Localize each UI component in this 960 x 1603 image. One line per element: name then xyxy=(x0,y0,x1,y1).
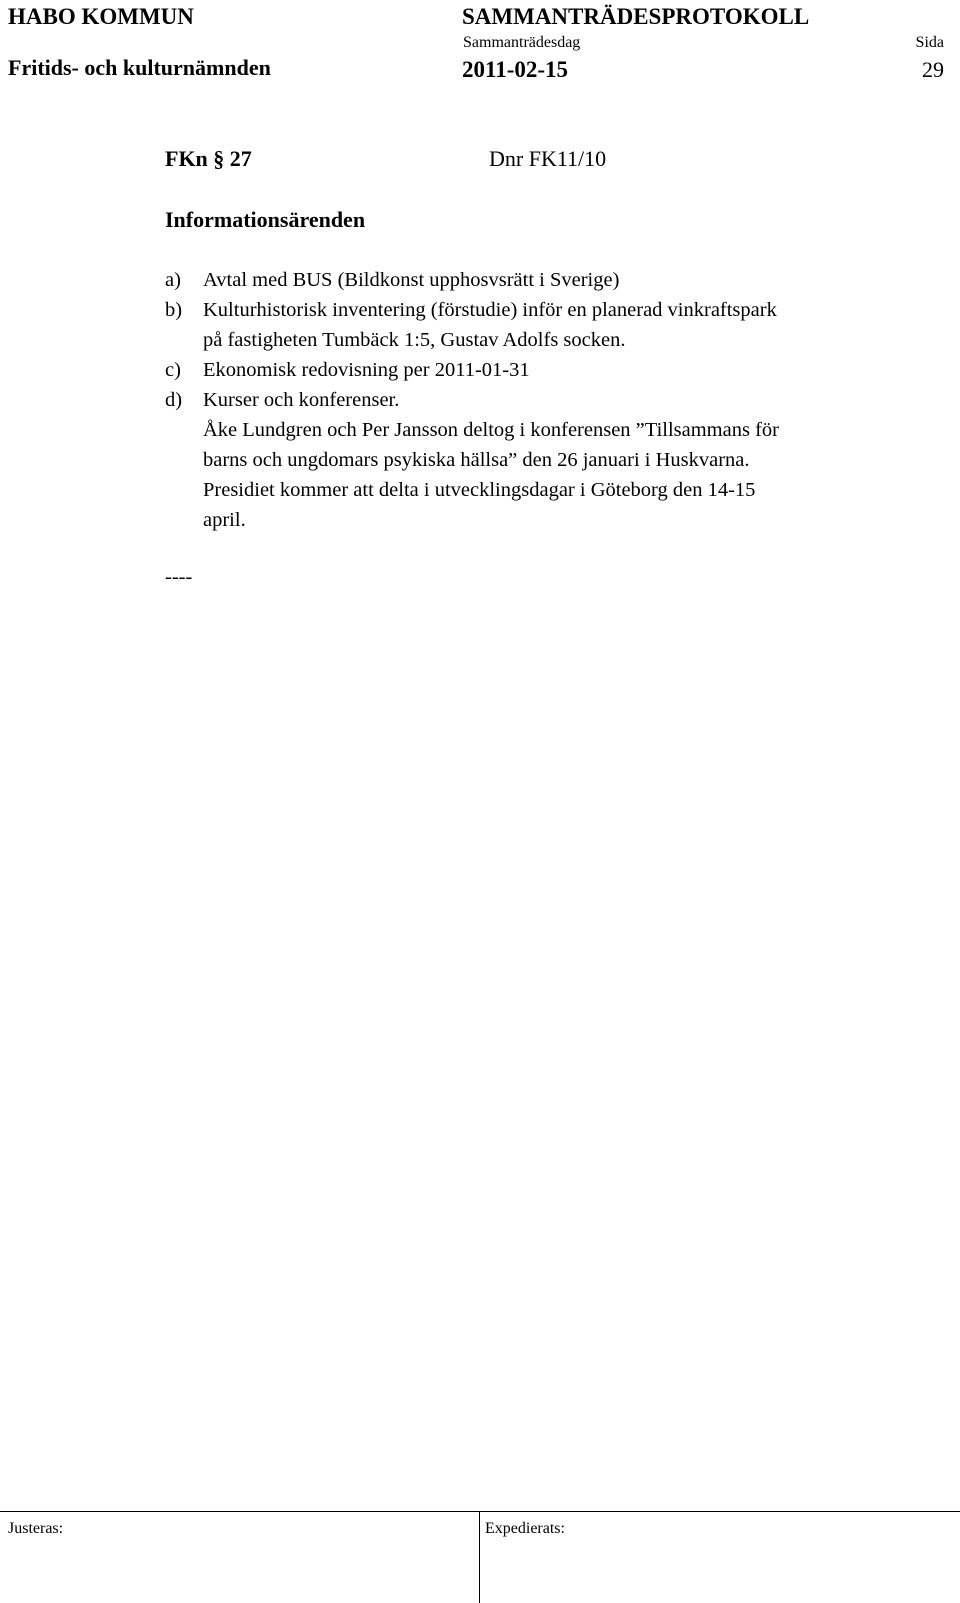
list-marker: d) xyxy=(165,389,183,411)
section-title: Informationsärenden xyxy=(165,207,366,232)
list-item-line: Kurser och konferenser. xyxy=(203,389,400,411)
list-marker: a) xyxy=(165,269,181,291)
list-item-line: april. xyxy=(203,509,246,531)
organization-name: HABO KOMMUN xyxy=(8,4,194,29)
dispatched-label: Expedierats: xyxy=(485,1520,565,1537)
footer-divider xyxy=(479,1511,480,1603)
list-item-line: barns och ungdomars psykiska hällsa” den 26 januari i Huskvarna. xyxy=(203,449,750,471)
list-marker: b) xyxy=(165,299,183,321)
list-item-line: Åke Lundgren och Per Jansson deltog i konferensen ”Tillsammans för xyxy=(203,419,779,441)
list-item-line: Avtal med BUS (Bildkonst upphosvsrätt i Sverige) xyxy=(203,269,620,291)
signed-label: Justeras: xyxy=(8,1520,64,1537)
committee-name: Fritids- och kulturnämnden xyxy=(8,55,271,80)
list-item xyxy=(165,265,945,295)
information-items-list xyxy=(165,265,945,535)
list-item-line: Kulturhistorisk inventering (förstudie) inför en planerad vinkraftspark xyxy=(203,299,777,321)
page-number: 29 xyxy=(922,57,944,82)
list-marker: c) xyxy=(165,359,181,381)
meeting-date: 2011-02-15 xyxy=(462,57,569,82)
list-item-line: Ekonomisk redovisning per 2011-01-31 xyxy=(203,359,530,381)
list-item-line: Presidiet kommer att delta i utvecklingsdagar i Göteborg den 14-15 xyxy=(203,479,756,501)
document-type: SAMMANTRÄDESPROTOKOLL xyxy=(462,4,810,29)
list-item-line: på fastigheten Tumbäck 1:5, Gustav Adolfs socken. xyxy=(203,329,626,351)
list-item xyxy=(165,295,945,355)
section-separator: ---- xyxy=(165,566,193,588)
case-number: FKn § 27 xyxy=(165,146,252,171)
page-label: Sida xyxy=(915,34,944,51)
meeting-date-label: Sammanträdesdag xyxy=(463,34,581,51)
list-item xyxy=(165,355,945,385)
footer-rule xyxy=(0,1511,960,1512)
list-item xyxy=(165,385,945,535)
case-registration-number: Dnr FK11/10 xyxy=(489,146,607,171)
